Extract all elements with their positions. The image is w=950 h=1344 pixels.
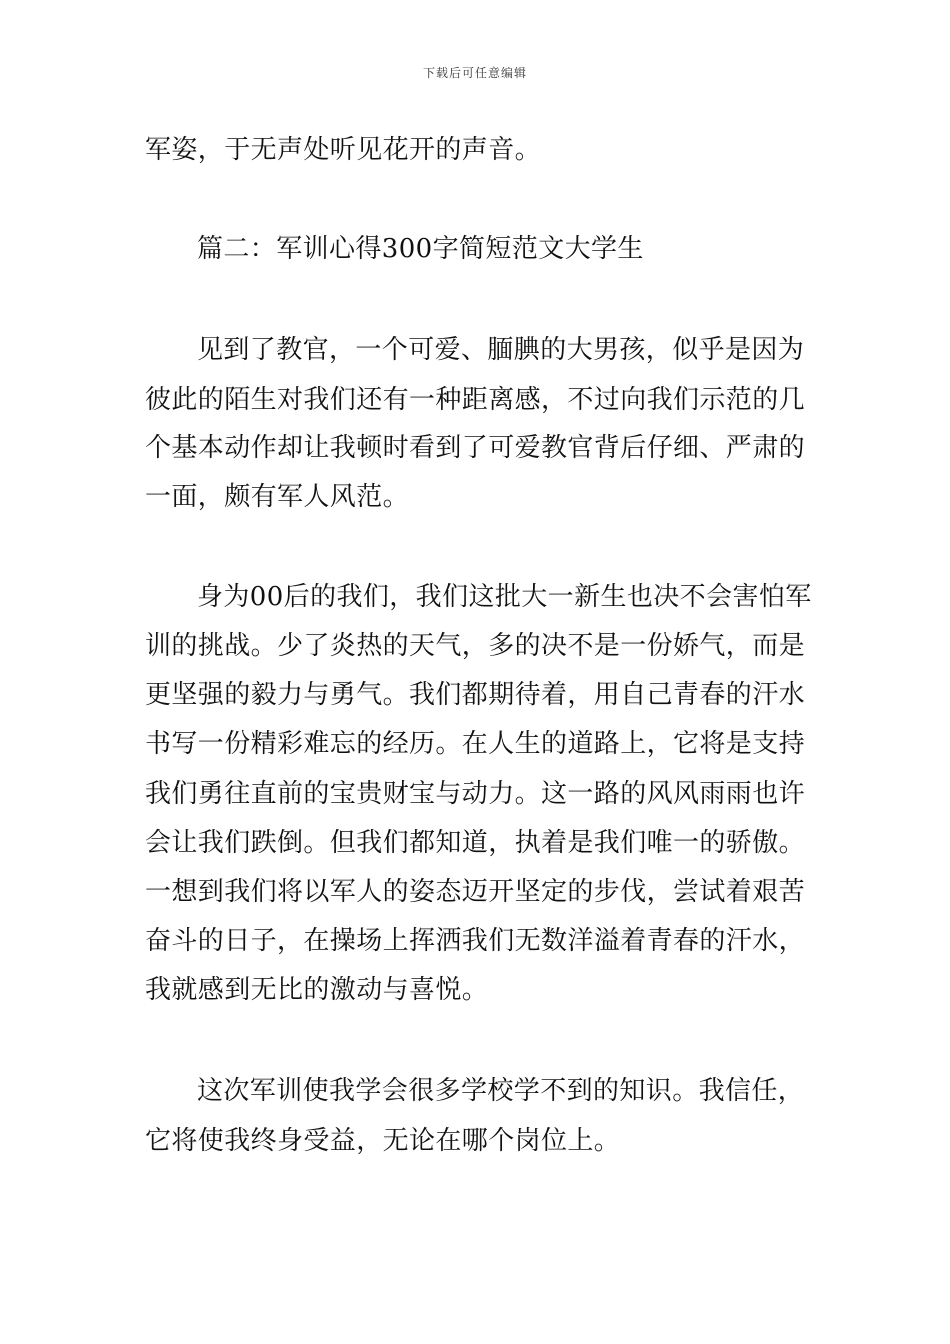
text-line: 身为00后的我们，我们这批大一新生也决不会害怕军 [197,582,812,612]
text-line: 这次军训使我学会很多学校学不到的知识。我信任， [197,1076,805,1106]
text-line: 奋斗的日子，在操场上挥洒我们无数洋溢着青春的汗水， [145,926,806,956]
text-line: 训的挑战。少了炎热的天气，多的决不是一份娇气，而是 [145,631,806,661]
text-line: 军姿，于无声处听见花开的声音。 [145,135,542,165]
text-line: 我们勇往直前的宝贵财宝与动力。这一路的风风雨雨也许 [145,779,806,809]
text-line: 一面，颇有军人风范。 [145,482,410,512]
header-note: 下载后可任意编辑 [422,66,527,80]
text-line: 彼此的陌生对我们还有一种距离感，不过向我们示范的几 [145,385,806,415]
text-line: 书写一份精彩难忘的经历。在人生的道路上，它将是支持 [145,729,806,759]
text-line: 会让我们跌倒。但我们都知道，执着是我们唯一的骄傲。 [145,828,806,858]
text-line: 它将使我终身受益，无论在哪个岗位上。 [145,1126,621,1156]
text-line: 我就感到无比的激动与喜悦。 [145,975,489,1005]
text-line: 更坚强的毅力与勇气。我们都期待着，用自己青春的汗水 [145,680,806,710]
section-heading: 篇二：军训心得300字简短范文大学生 [197,234,644,264]
text-line: 见到了教官，一个可爱、腼腆的大男孩，似乎是因为 [197,335,805,365]
text-line: 一想到我们将以军人的姿态迈开坚定的步伐，尝试着艰苦 [145,877,806,907]
text-line: 个基本动作却让我顿时看到了可爱教官背后仔细、严肃的 [145,433,806,463]
